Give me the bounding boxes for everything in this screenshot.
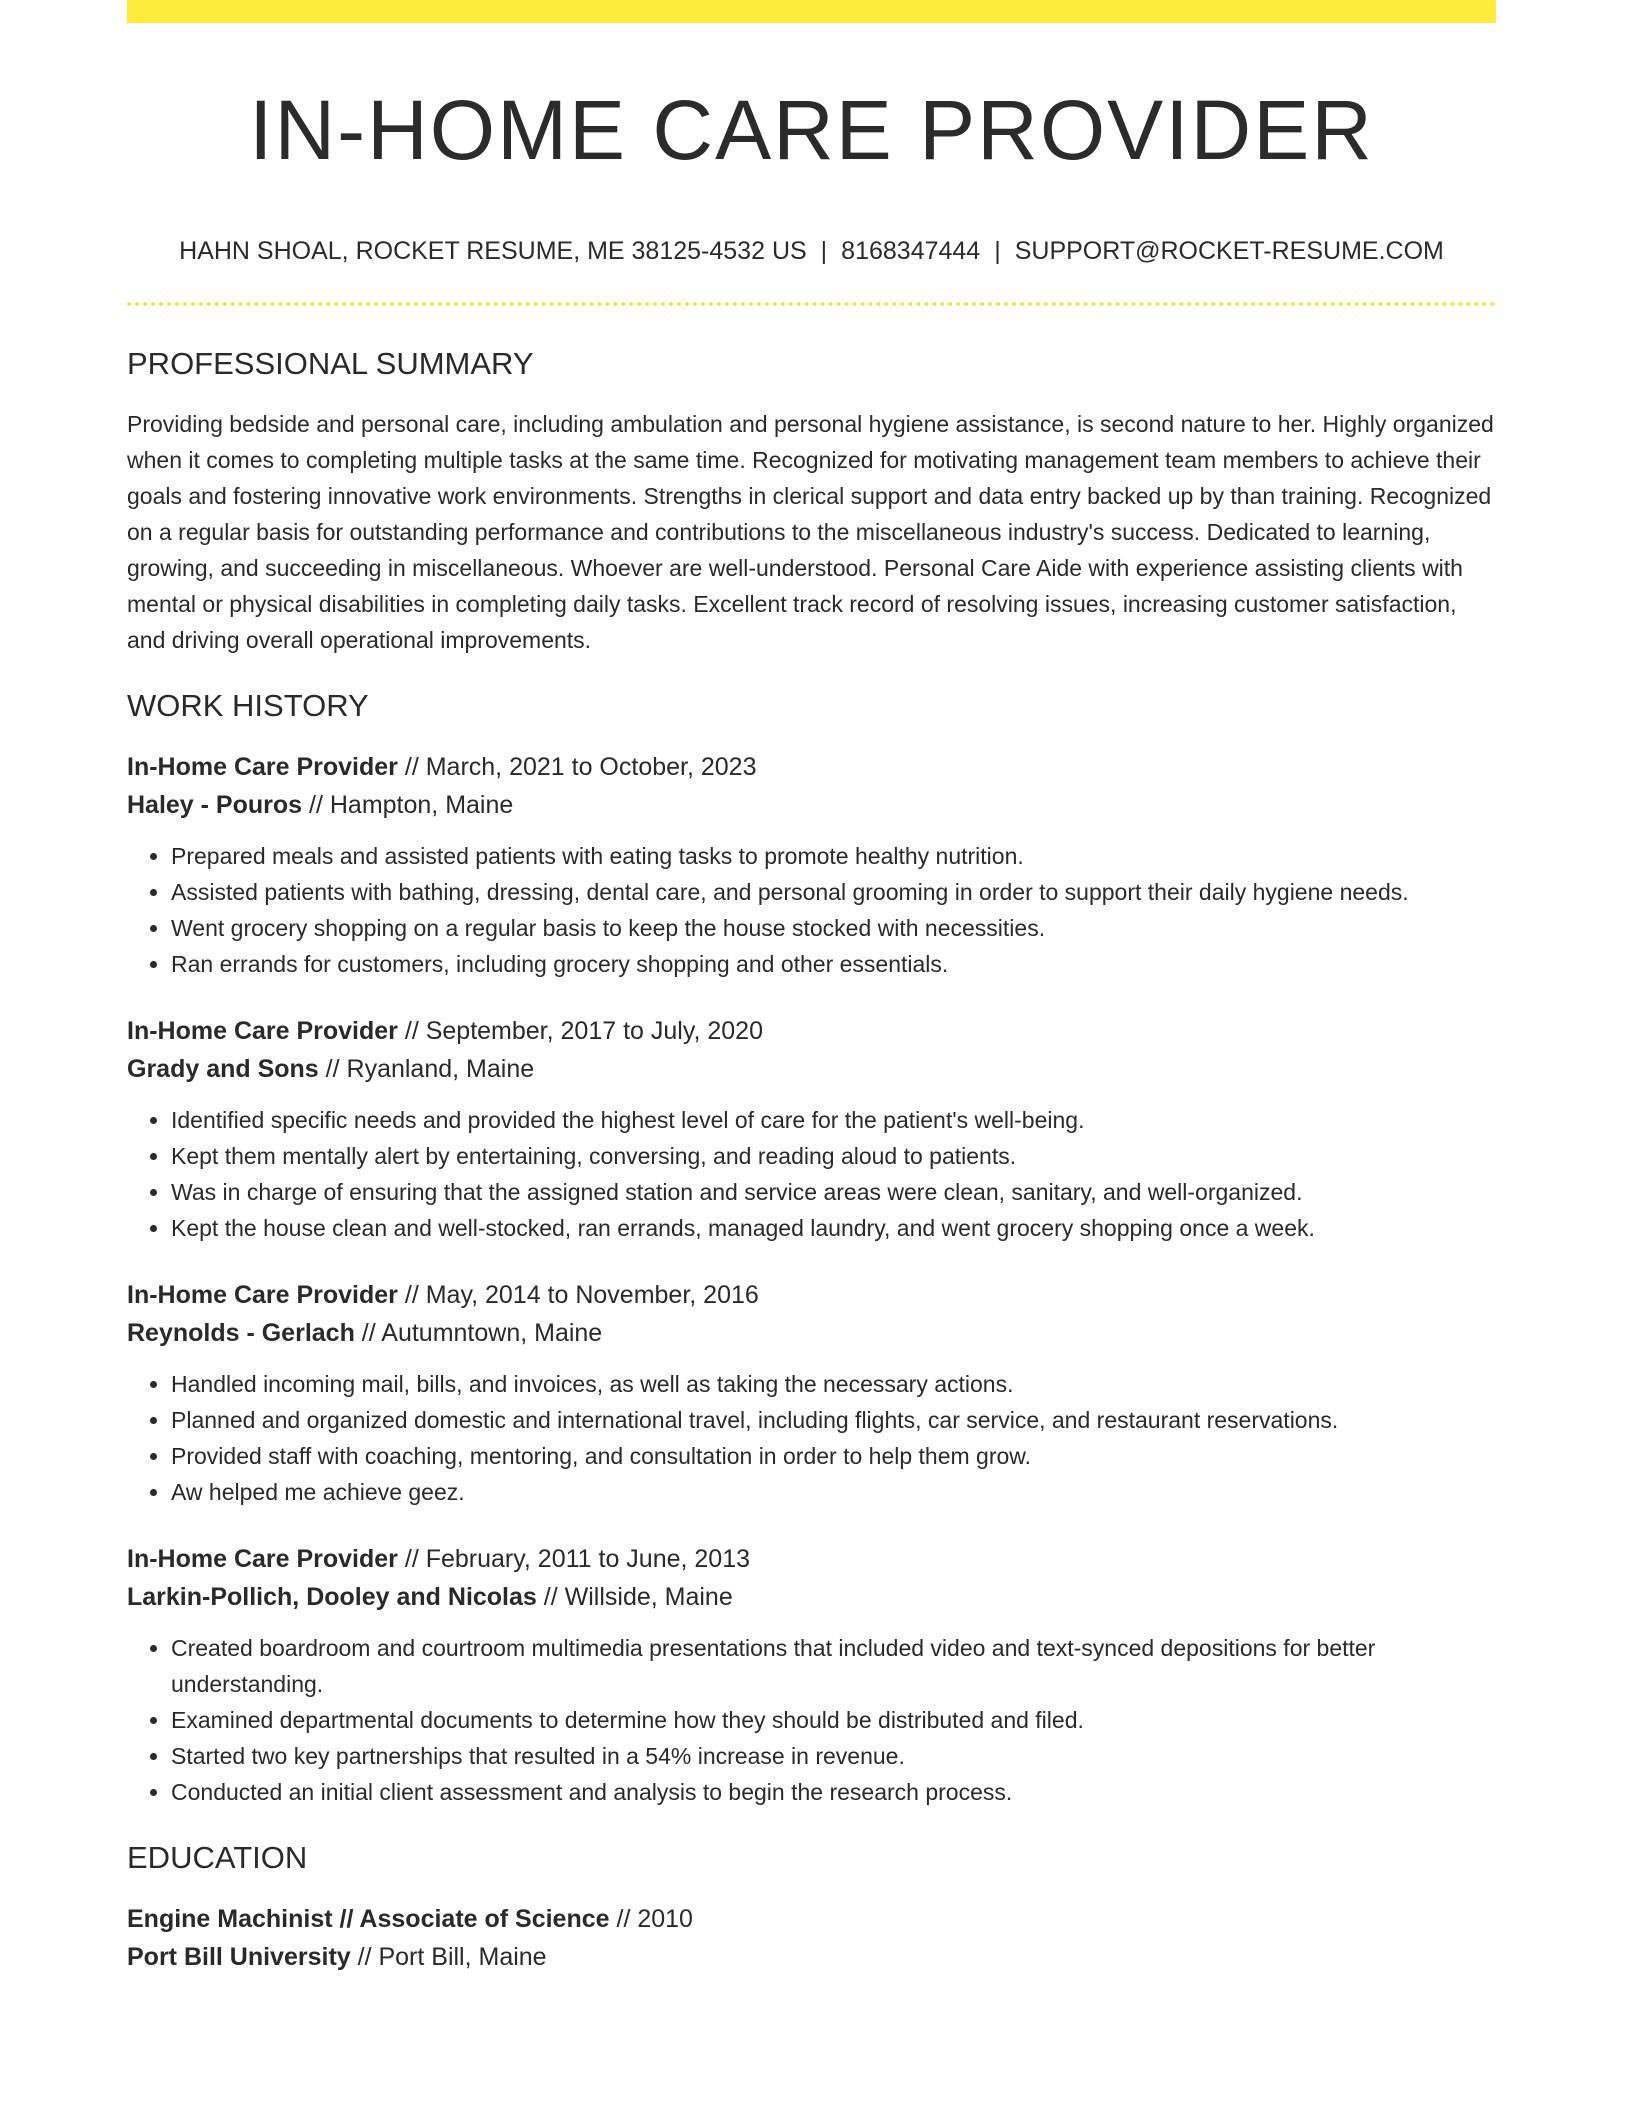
education-degree-line	[127, 1900, 1496, 1938]
education-entry	[127, 1900, 1496, 1976]
job-bullet: • Kept the house clean and well-stocked, ran errands, managed laundry, and went grocery shopping once a week.	[171, 1210, 1496, 1246]
job-dates: March, 2021 to October, 2023	[425, 753, 757, 781]
job-bullet: • Kept them mentally alert by entertaining, conversing, and reading aloud to patients.	[171, 1138, 1496, 1174]
education-heading: EDUCATION	[127, 1840, 308, 1875]
job-company-line	[127, 1578, 1496, 1616]
job-separator: //	[318, 1055, 347, 1083]
job-bullet: • Provided staff with coaching, mentoring, and consultation in order to help them grow.	[171, 1438, 1496, 1474]
job-bullets	[127, 1102, 1496, 1246]
job-title: In-Home Care Provider	[127, 1281, 398, 1309]
contact-address: HAHN SHOAL, ROCKET RESUME, ME 38125-4532 US	[179, 237, 807, 265]
job-entry	[127, 748, 1496, 982]
job-bullet: • Identified specific needs and provided the highest level of care for the patient's well-being.	[171, 1102, 1496, 1138]
job-location: Willside, Maine	[564, 1583, 733, 1611]
job-company-line	[127, 1050, 1496, 1088]
job-bullet: • Created boardroom and courtroom multimedia presentations that included video and text-synced depositions for better understanding.	[171, 1630, 1496, 1702]
job-dates: February, 2011 to June, 2013	[425, 1545, 751, 1573]
job-separator: //	[397, 1281, 426, 1309]
job-location: Hampton, Maine	[329, 791, 514, 819]
job-separator: //	[397, 753, 426, 781]
work-history-heading: WORK HISTORY	[127, 688, 369, 723]
job-company: Haley - Pouros	[127, 791, 303, 819]
job-bullets	[127, 838, 1496, 982]
education-separator: //	[350, 1943, 379, 1971]
job-bullet: • Assisted patients with bathing, dressing, dental care, and personal grooming in order to support their daily hygiene needs.	[171, 874, 1496, 910]
job-title-line	[127, 1012, 1496, 1050]
education-school-line	[127, 1938, 1496, 1976]
contact-separator: |	[994, 237, 1001, 265]
job-bullet: • Went grocery shopping on a regular basis to keep the house stocked with necessities.	[171, 910, 1496, 946]
resume-content	[127, 23, 1496, 1976]
job-title-line	[127, 748, 1496, 786]
job-company: Grady and Sons	[127, 1055, 319, 1083]
job-company: Larkin-Pollich, Dooley and Nicolas	[127, 1583, 537, 1611]
job-separator: //	[302, 791, 330, 819]
job-title: In-Home Care Provider	[127, 753, 398, 781]
resume-title: IN-HOME CARE PROVIDER	[249, 83, 1374, 177]
job-bullet: • Handled incoming mail, bills, and invoices, as well as taking the necessary actions.	[171, 1366, 1496, 1402]
job-dates: May, 2014 to November, 2016	[425, 1281, 759, 1309]
job-company: Reynolds - Gerlach	[127, 1319, 355, 1347]
job-entry	[127, 1012, 1496, 1246]
job-separator: //	[536, 1583, 565, 1611]
job-location: Autumntown, Maine	[381, 1319, 603, 1347]
job-bullet: • Planned and organized domestic and international travel, including flights, car service, and restaurant reservations.	[171, 1402, 1496, 1438]
job-bullets	[127, 1630, 1496, 1810]
job-bullets	[127, 1366, 1496, 1510]
job-bullet: • Examined departmental documents to determine how they should be distributed and filed.	[171, 1702, 1496, 1738]
contact-line	[127, 236, 1496, 266]
job-separator: //	[397, 1545, 426, 1573]
job-separator: //	[397, 1017, 426, 1045]
work-history-list	[127, 748, 1496, 1810]
job-company-line	[127, 786, 1496, 824]
summary-heading: PROFESSIONAL SUMMARY	[127, 346, 534, 381]
job-company-line	[127, 1314, 1496, 1352]
job-bullet: • Prepared meals and assisted patients with eating tasks to promote healthy nutrition.	[171, 838, 1496, 874]
job-entry	[127, 1276, 1496, 1510]
education-year: 2010	[637, 1905, 693, 1933]
job-separator: //	[354, 1319, 382, 1347]
job-title: In-Home Care Provider	[127, 1545, 398, 1573]
education-degree: Engine Machinist // Associate of Science	[127, 1905, 610, 1933]
contact-separator: |	[820, 237, 828, 265]
job-bullet: • Aw helped me achieve geez.	[171, 1474, 1496, 1510]
education-separator: //	[609, 1905, 638, 1933]
accent-top-bar	[127, 0, 1496, 23]
job-bullet: • Conducted an initial client assessment and analysis to begin the research process.	[171, 1774, 1496, 1810]
dotted-divider	[127, 302, 1496, 306]
job-bullet: • Started two key partnerships that resulted in a 54% increase in revenue.	[171, 1738, 1496, 1774]
job-title-line	[127, 1276, 1496, 1314]
summary-text: Providing bedside and personal care, including ambulation and personal hygiene assistance, is second nature to her. Highly organized when it comes to completing multiple tasks at the same time. Recognized for motivating management team members to achieve their goals and fostering innovative work environments. Strengths in clerical support and data entry backed up by than training. Recognized on a regular basis for outstanding performance and contributions to the miscellaneous industry's success. Dedicated to learning, growing, and succeeding in miscellaneous. Whoever are well-understood. Personal Care Aide with experience assisting clients with mental or physical disabilities in completing daily tasks. Excellent track record of resolving issues, increasing customer satisfaction, and driving overall operational improvements.	[127, 411, 1494, 653]
contact-phone: 8168347444	[841, 237, 981, 265]
education-school: Port Bill University	[127, 1943, 351, 1971]
job-location: Ryanland, Maine	[346, 1055, 535, 1083]
job-dates: September, 2017 to July, 2020	[425, 1017, 763, 1045]
job-bullet: • Ran errands for customers, including grocery shopping and other essentials.	[171, 946, 1496, 982]
job-bullet: • Was in charge of ensuring that the assigned station and service areas were clean, sanitary, and well-organized.	[171, 1174, 1496, 1210]
contact-email: SUPPORT@ROCKET-RESUME.COM	[1014, 237, 1444, 265]
education-location: Port Bill, Maine	[378, 1943, 547, 1971]
job-title: In-Home Care Provider	[127, 1017, 398, 1045]
job-entry	[127, 1540, 1496, 1810]
job-title-line	[127, 1540, 1496, 1578]
